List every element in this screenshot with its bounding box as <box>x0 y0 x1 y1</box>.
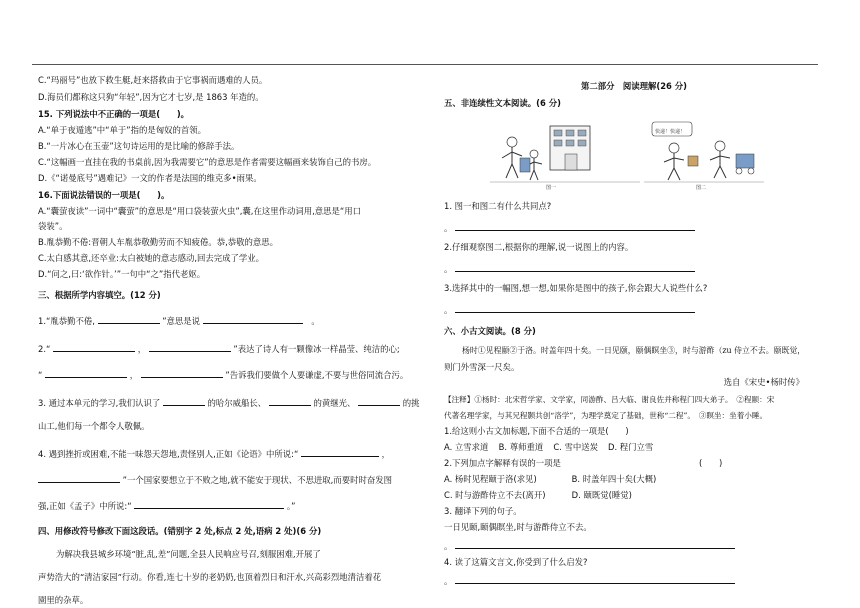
revise-para-3: 園里的杂草。 <box>38 595 89 605</box>
q1-option-a: A. 立雪求道 <box>444 442 489 452</box>
answer-blank[interactable] <box>455 221 695 231</box>
fill-q1-text-b: ”意思是说 <box>162 316 201 326</box>
fill-blank[interactable] <box>53 342 135 352</box>
section-3-title: 三、根据所学内容填空。(12 分) <box>38 290 161 300</box>
fill-q2-text: ”表达了诗人有一颗像冰一样晶莹、纯洁的心; <box>233 344 400 354</box>
q2-option-a: A. 杨时见程颐于洛(求见) <box>444 474 537 484</box>
left-column <box>38 74 423 607</box>
reading-q2: 2.仔细观察图二,根据你的理解,说一说图上的内容。 <box>444 242 634 252</box>
fill-blank[interactable] <box>269 396 311 406</box>
option-c-prev: C.“玛丽号”也放下救生艇,赶来搭救由于它事祸而遇难的人员。 <box>38 75 268 85</box>
classical-q2-paren: ( ) <box>699 458 723 468</box>
fill-q4 <box>38 447 423 461</box>
answer-blank[interactable] <box>455 574 735 584</box>
answer-end-mark: 。 <box>444 576 453 586</box>
reading-q1: 1. 图一和图二有什么共同点? <box>444 201 552 211</box>
classical-q4: 4. 读了这篇文言文,你受到了什么启发? <box>444 557 588 567</box>
question-16-title: 16.下面说法错误的一项是( )。 <box>38 190 170 200</box>
comic-figures <box>444 116 824 192</box>
fill-blank[interactable] <box>358 396 400 406</box>
answer-line-q3[interactable] <box>444 303 824 317</box>
annotation-line-1: 【注释】①杨时：北宋哲学家、文学家，同游酢、吕大临、谢良佐并称程门四大弟子。 ②程颐：宋 <box>444 395 775 404</box>
fill-q2-comma: ， <box>137 344 147 354</box>
classical-q2-row2 <box>444 489 824 502</box>
fill-blank[interactable] <box>301 447 379 457</box>
section-5-title: 五、非连续性文本阅读。(6 分) <box>444 98 561 108</box>
classical-q2-row1 <box>444 473 824 486</box>
section-4-title: 四、用修改符号修改下面这段话。(错别字 2 处,标点 2 处,语病 2 处)(6 分) <box>38 526 322 536</box>
revise-para-1: 为解决我县城乡环境“脏,乱,差”问题,全县人民响应号召,刻服困难,开展了 <box>56 549 321 559</box>
reading-q3: 3.选择其中的一幅图,想一想,如果你是图中的孩子,你会跟大人说些什么? <box>444 283 708 293</box>
q2-option-c: C. 时与游酢侍立不去(离开) <box>444 490 546 500</box>
classical-q3: 3. 翻译下列的句子。 <box>444 506 522 516</box>
question-15-title: 15. 下列说法中不正确的一项是( )。 <box>38 109 190 119</box>
answer-line-classical-q3[interactable] <box>444 539 824 553</box>
classical-q1-options <box>444 441 824 454</box>
fill-q2-line2 <box>38 368 423 382</box>
page-top-rule <box>32 64 818 65</box>
fill-blank[interactable] <box>163 396 205 406</box>
fill-q2-comma2: ， <box>129 370 139 380</box>
q1-option-d: D. 程门立雪 <box>608 442 654 452</box>
fill-blank[interactable] <box>38 473 120 483</box>
answer-line-classical-q4[interactable] <box>444 574 824 588</box>
fill-q4-text-c: ”一个国家要想立于不败之地,就不能安于现状、不思进取,而要时时奋发图 <box>122 475 392 485</box>
fill-q1 <box>38 314 423 328</box>
fill-q2-text2: ”告诉我们要做个人要谦虚,不要与世俗同流合污。 <box>225 370 409 380</box>
q15-option-c: C.“这幅画一直挂在我的书桌前,因为我需要它”的意思是作者需要这幅画来装饰自己的书房。 <box>38 157 377 167</box>
figure-1-caption: 图一 <box>546 185 557 191</box>
answer-end-mark: 。 <box>444 264 453 274</box>
part-2-title: 第二部分 阅读理解(26 分) <box>581 81 687 91</box>
classical-q2-text: 2.下列加点字解释有误的一项是 <box>444 458 561 468</box>
fill-blank[interactable] <box>134 499 284 509</box>
fill-q3-text: 3. 通过本单元的学习,我们认识了 <box>38 398 161 408</box>
option-d-prev: D.海员们都称这只狗“年轻”,因为它才七岁,是 1863 年造的。 <box>38 92 264 102</box>
figure-2-bubble-text: 快递！快递！ <box>655 129 686 135</box>
fill-q4-line3 <box>38 499 423 513</box>
fill-q1-text: 1.“胤恭勤不倦, <box>38 316 95 326</box>
fill-q3-text-b: 的哈尔威船长、 <box>207 398 267 408</box>
q1-option-b: B. 尊师重道 <box>498 442 544 452</box>
fill-q1-end: 。 <box>311 316 320 326</box>
revise-para-2: 声势浩大的“清洁家园”行动。你看,连七十岁的老奶奶,也顶着烈日和汗水,兴高彩烈地清洁着花 <box>38 572 382 582</box>
q16-option-a: A.“囊萤夜读”一词中“囊萤”的意思是“用口袋装萤火虫”,囊,在这里作动词用,意思是“用口 <box>38 206 361 216</box>
right-column <box>444 74 824 588</box>
q15-option-b: B.“一片冰心在玉壶”这句诗运用的是比喻的修辞手法。 <box>38 141 240 151</box>
fill-q3-text-c: 的黄继光、 <box>313 398 356 408</box>
fill-q3 <box>38 396 423 410</box>
fill-q2-open2: “ <box>38 370 43 380</box>
answer-line-q1[interactable] <box>444 221 824 235</box>
q15-option-a: A.“单于夜遁逃”中“单于”指的是匈奴的首领。 <box>38 125 206 135</box>
fill-blank[interactable] <box>141 368 223 378</box>
figure-2-caption: 图二 <box>696 185 707 191</box>
fill-q2-open: 2.“ <box>38 344 51 354</box>
q16-option-c: C.太白感其意,还卒业:太白被她的意志感动,回去完成了学业。 <box>38 253 265 263</box>
answer-end-mark: 。 <box>444 305 453 315</box>
fill-q3-line2: 山工,他们每一个都令人敬佩。 <box>38 421 150 431</box>
q16-option-b: B.胤恭勤不倦:晋朝人车胤恭敬勤劳而不知疲倦。恭,恭敬的意思。 <box>38 237 279 247</box>
answer-end-mark: 。 <box>444 541 453 551</box>
q2-option-d: D. 颐既觉(睡觉) <box>571 490 632 500</box>
q16-option-a-cont: 袋装”。 <box>38 221 68 231</box>
classical-q1: 1.给这则小古文加标题,下面不合适的一项是( ) <box>444 426 629 436</box>
fill-blank[interactable] <box>203 314 303 324</box>
fill-blank[interactable] <box>45 368 127 378</box>
q16-option-d: D.“问之,曰:‘欲作针。’”一句中“之”指代老妪。 <box>38 269 206 279</box>
classical-q2 <box>444 457 824 470</box>
section-6-title: 六、小古文阅读。(8 分) <box>444 326 536 336</box>
fill-q3-text-d: 的挑 <box>402 398 420 408</box>
classical-source: 选自《宋史•杨时传》 <box>723 377 804 387</box>
q1-option-c: C. 雪中送炭 <box>553 442 599 452</box>
answer-line-q2[interactable] <box>444 262 824 276</box>
answer-blank[interactable] <box>455 262 695 272</box>
classical-q3-sentence: 一日见颐,颐偶瞑坐,时与游酢侍立不去。 <box>444 522 592 532</box>
fill-q4-comma: ， <box>381 449 391 459</box>
figure-1-illustration <box>490 118 640 188</box>
fill-q4-line2 <box>38 473 423 487</box>
fill-q4-end: 。” <box>286 501 296 511</box>
answer-end-mark: 。 <box>444 223 453 233</box>
answer-blank[interactable] <box>455 303 695 313</box>
fill-q4-text-d: 强,正如《孟子》中所说:“ <box>38 501 132 511</box>
answer-blank[interactable] <box>455 539 735 549</box>
q2-option-b: B. 时盖年四十矣(大概) <box>571 474 657 484</box>
annotation-line-2: 代著名理学家，与其兄程颢共创“洛学”，为理学奠定了基础，世称“二程”。 ③瞑坐：坐着小睡。 <box>444 411 768 420</box>
fill-q4-text: 4. 遇到挫折或困难,不能一味怨天怨地,责怪别人,正如《论语》中所说:“ <box>38 449 299 459</box>
classical-text-1: 杨时①见程颐②于洛。时盖年四十矣。一日见颐，颐偶瞑坐③，时与游酢（zu 侍立不去。颐既觉， <box>462 346 806 355</box>
fill-q2 <box>38 342 423 356</box>
q15-option-d: D.《“诺曼底号”遇难记》一文的作者是法国的维克多•雨果。 <box>38 173 262 183</box>
classical-text-2: 则门外雪深一尺矣。 <box>444 362 520 372</box>
fill-blank[interactable] <box>98 314 160 324</box>
fill-blank[interactable] <box>149 342 231 352</box>
